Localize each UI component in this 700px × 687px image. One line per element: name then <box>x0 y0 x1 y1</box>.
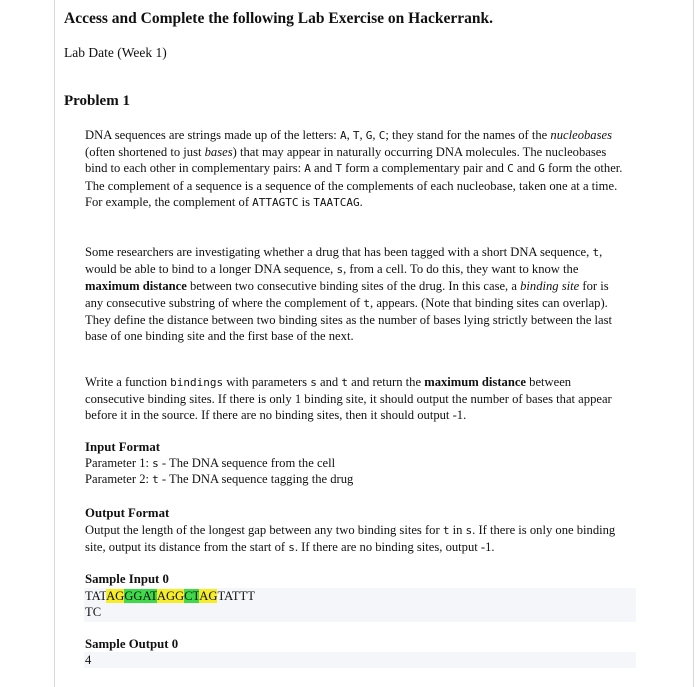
sample-output-heading: Sample Output 0 <box>85 637 179 651</box>
highlight-yellow: AGG <box>156 589 185 603</box>
sample-input-sequence: TATAGGGATAGGCTAGTATTT <box>85 589 255 603</box>
problem-heading: Problem 1 <box>64 93 130 109</box>
highlight-yellow: AG <box>106 589 125 603</box>
paragraph-binding-sites: Some researchers are investigating whether a drug that has been tagged with a short DNA sequence, t, would be able to bind to a longer DNA sequence, s, from a cell. To do this, they want to know the maximum distance between two consecutive binding sites of the drug. In this case, a binding site for is any consecutive substring of where the complement of t, appears. (Note that binding sites can overlap). They define the distance between two binding sites as the number of bases lying strictly between the last base of one binding site and the first base of the next. <box>85 245 613 344</box>
input-format-parameter-2: Parameter 2: t - The DNA sequence tagging the drug <box>85 472 354 486</box>
input-format-heading: Input Format <box>85 440 161 454</box>
sample-input-block <box>84 588 636 622</box>
output-format-text: Output the length of the longest gap between any two binding sites for t in s. If there is only one binding site, output its distance from the start of s. If there are no binding sites, output -1. <box>85 523 616 555</box>
highlight-green: CT <box>184 589 200 603</box>
output-format-heading: Output Format <box>85 506 170 520</box>
input-format-parameter-1: Parameter 1: s - The DNA sequence from the cell <box>85 456 336 470</box>
sample-input-tag: TC <box>85 605 102 619</box>
sample-input-heading: Sample Input 0 <box>85 572 169 586</box>
highlight-yellow: AG <box>199 589 218 603</box>
sample-output-value: 4 <box>85 653 92 667</box>
sample-output-block <box>84 652 636 668</box>
paragraph-function-spec: Write a function bindings with parameters s and t and return the maximum distance between consecutive binding sites. If there is only 1 binding site, it should output the number of bases that appear before it in the source. If there are no binding sites, then it should output -1. <box>85 375 612 423</box>
paragraph-dna-intro: DNA sequences are strings made up of the letters: A, T, G, C; they stand for the names of the nucleobases (often shortened to just bases) that may appear in naturally occurring DNA molecules. The nucleobases bind to each other in complementary pairs: A and T form a complementary pair and C and G form the other. The complement of a sequence is a sequence of the complements of each nucleobase, taken one at a time. For example, the complement of ATTAGTC is TAATCAG. <box>85 128 623 209</box>
lab-date: Lab Date (Week 1) <box>64 45 167 60</box>
document-title: Access and Complete the following Lab Exercise on Hackerrank. <box>64 10 493 27</box>
highlight-green: GGAT <box>124 589 157 603</box>
